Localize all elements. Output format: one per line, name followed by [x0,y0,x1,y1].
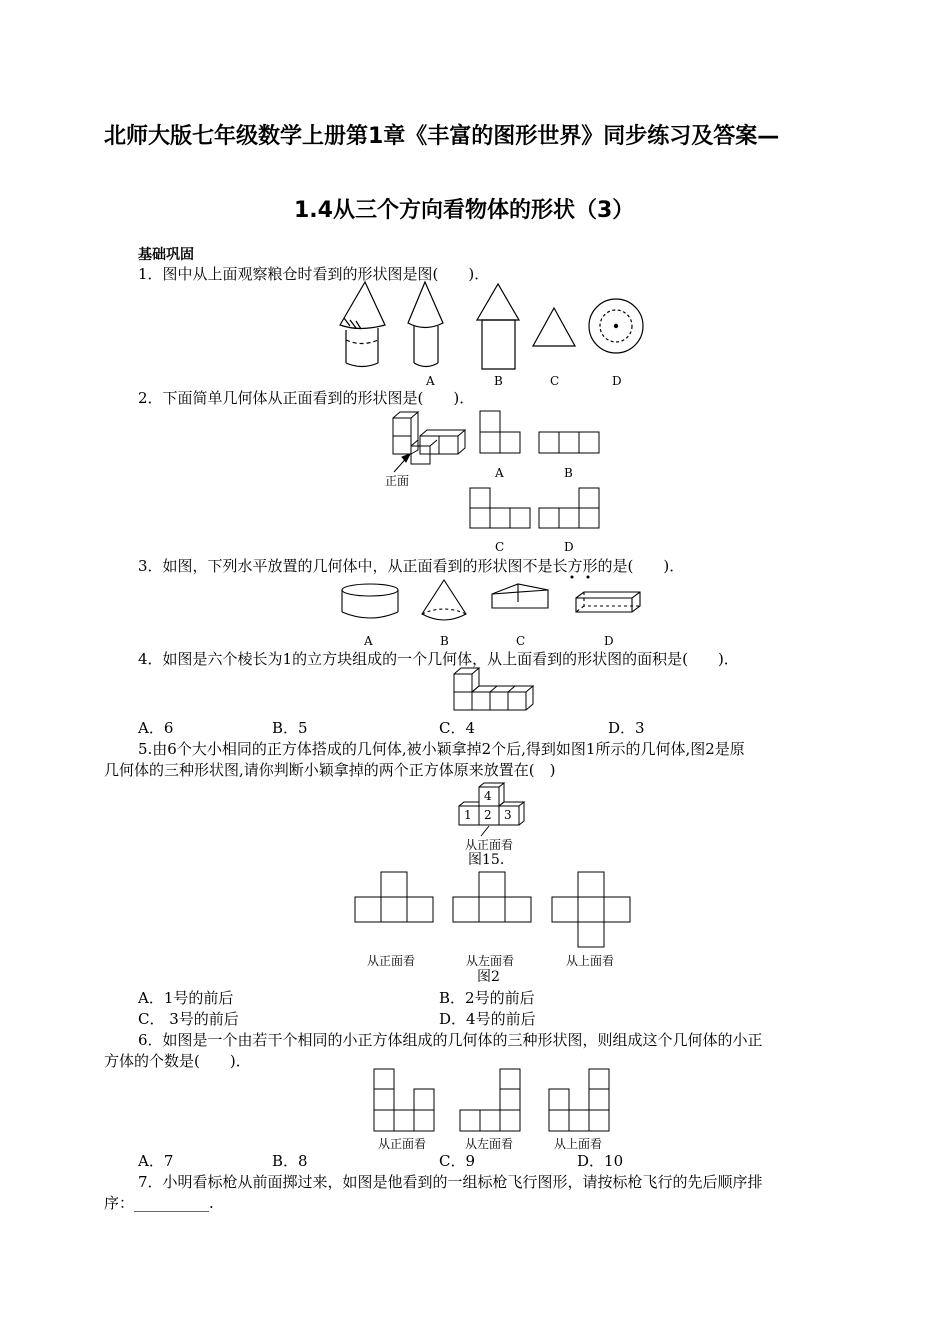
q3-cone [422,580,466,620]
q2-text: 2．下面简单几何体从正面看到的形状图是( )． [138,389,475,407]
q5-choice-a: A．1号的前后 [138,989,234,1007]
q4-figure [450,666,534,718]
q7-text-line-2: 序：__________. [104,1194,214,1212]
q4-choice-b: B．5 [272,719,308,737]
title-line-2: 1.4从三个方向看物体的形状（3） [294,198,635,223]
q6-choice-d: D．10 [577,1152,624,1170]
q1-label-b: B [494,374,503,388]
q1-text: 1．图中从上面观察粮仓时看到的形状图是图( )． [138,265,490,283]
q3-triangular-prism [492,584,548,608]
q5-front-view [354,871,434,923]
q3-label-a: A [364,634,373,648]
q2-option-b [538,431,600,454]
q6-left-view [459,1068,523,1132]
option-c-triangle [533,308,575,346]
q5-cube-2: 2 [484,808,492,822]
q6-top-view-label: 从上面看 [554,1137,603,1151]
q5-cube-3: 3 [504,808,512,822]
q4-text: 4．如图是六个棱长为1的立方块组成的一个几何体，从上面看到的形状图的面积是( )． [138,650,739,668]
q1-label-c: C [550,374,560,388]
q6-front-view [373,1068,437,1132]
q5-front-view-label: 从正面看 [367,954,416,968]
q5-text-line-1: 5.由6个大小相同的正方体搭成的几何体,被小颖拿掉2个后,得到如图1所示的几何体,图2是原 [138,740,745,758]
q5-text-line-2: 几何体的三种形状图,请你判断小颖拿掉的两个正方体原来放置在( ) [104,761,556,779]
q4-choice-a: A．6 [138,719,174,737]
q6-choice-a: A．7 [138,1152,174,1170]
q1-label-d: D [612,374,622,388]
q5-fig1-caption: 图15. [468,852,505,868]
q2-option-a [479,410,521,454]
q5-left-view-label: 从左面看 [466,954,515,968]
q1-label-a: A [426,374,435,388]
q3-label-c: C [516,634,526,648]
q2-label-b: B [564,466,573,480]
q3-label-d: D [604,634,614,648]
option-b-shape [477,284,519,369]
q2-option-c [469,487,531,529]
q6-front-view-label: 从正面看 [378,1137,427,1151]
q6-text-line-2: 方体的个数是( )． [104,1052,251,1070]
q5-top-view [551,871,631,948]
q5-fig2-caption: 图2 [477,969,500,985]
q5-choice-d: D．4号的前后 [439,1010,536,1028]
q4-choice-c: C．4 [439,719,476,737]
q3-cuboid [576,592,640,612]
granary-3d [408,282,443,367]
q5-left-view [452,871,532,923]
q5-cube-4: 4 [484,789,492,803]
q7-text-line-1: 7．小明看标枪从前面掷过来，如图是他看到的一组标枪飞行图形，请按标枪飞行的先后顺序排 [138,1173,763,1191]
q6-top-view [548,1068,612,1132]
q3-figures [338,578,648,628]
q3-cylinder [342,584,398,618]
q2-label-a: A [495,466,504,480]
q2-label-c: C [495,540,505,554]
q6-choice-c: C．9 [439,1152,476,1170]
q2-front-label: 正面 [385,474,410,488]
option-d-circles [589,299,643,353]
q3-text: 3．如图，下列水平放置的几何体中，从正面看到的形状图不是长方形的是( )． [138,557,685,575]
q5-choice-b: B．2号的前后 [439,989,535,1007]
q5-cube-1: 1 [464,808,472,822]
q6-left-view-label: 从左面看 [465,1137,514,1151]
q2-label-d: D [564,540,574,554]
q2-option-d [538,487,600,529]
q5-fig1-view-label: 从正面看 [465,838,514,852]
q4-choice-d: D．3 [608,719,645,737]
granary-3d-tilted [340,282,385,367]
section-heading: 基础巩固 [138,247,194,263]
q6-text-line-1: 6．如图是一个由若干个相同的小正方体组成的几何体的三种形状图，则组成这个几何体的小正 [138,1031,763,1049]
q5-choice-c: C． 3号的前后 [138,1010,239,1028]
title-line-1: 北师大版七年级数学上册第1章《丰富的图形世界》同步练习及答案— [104,124,780,149]
q5-top-view-label: 从上面看 [566,954,615,968]
q6-choice-b: B．8 [272,1152,308,1170]
q3-label-b: B [440,634,449,648]
